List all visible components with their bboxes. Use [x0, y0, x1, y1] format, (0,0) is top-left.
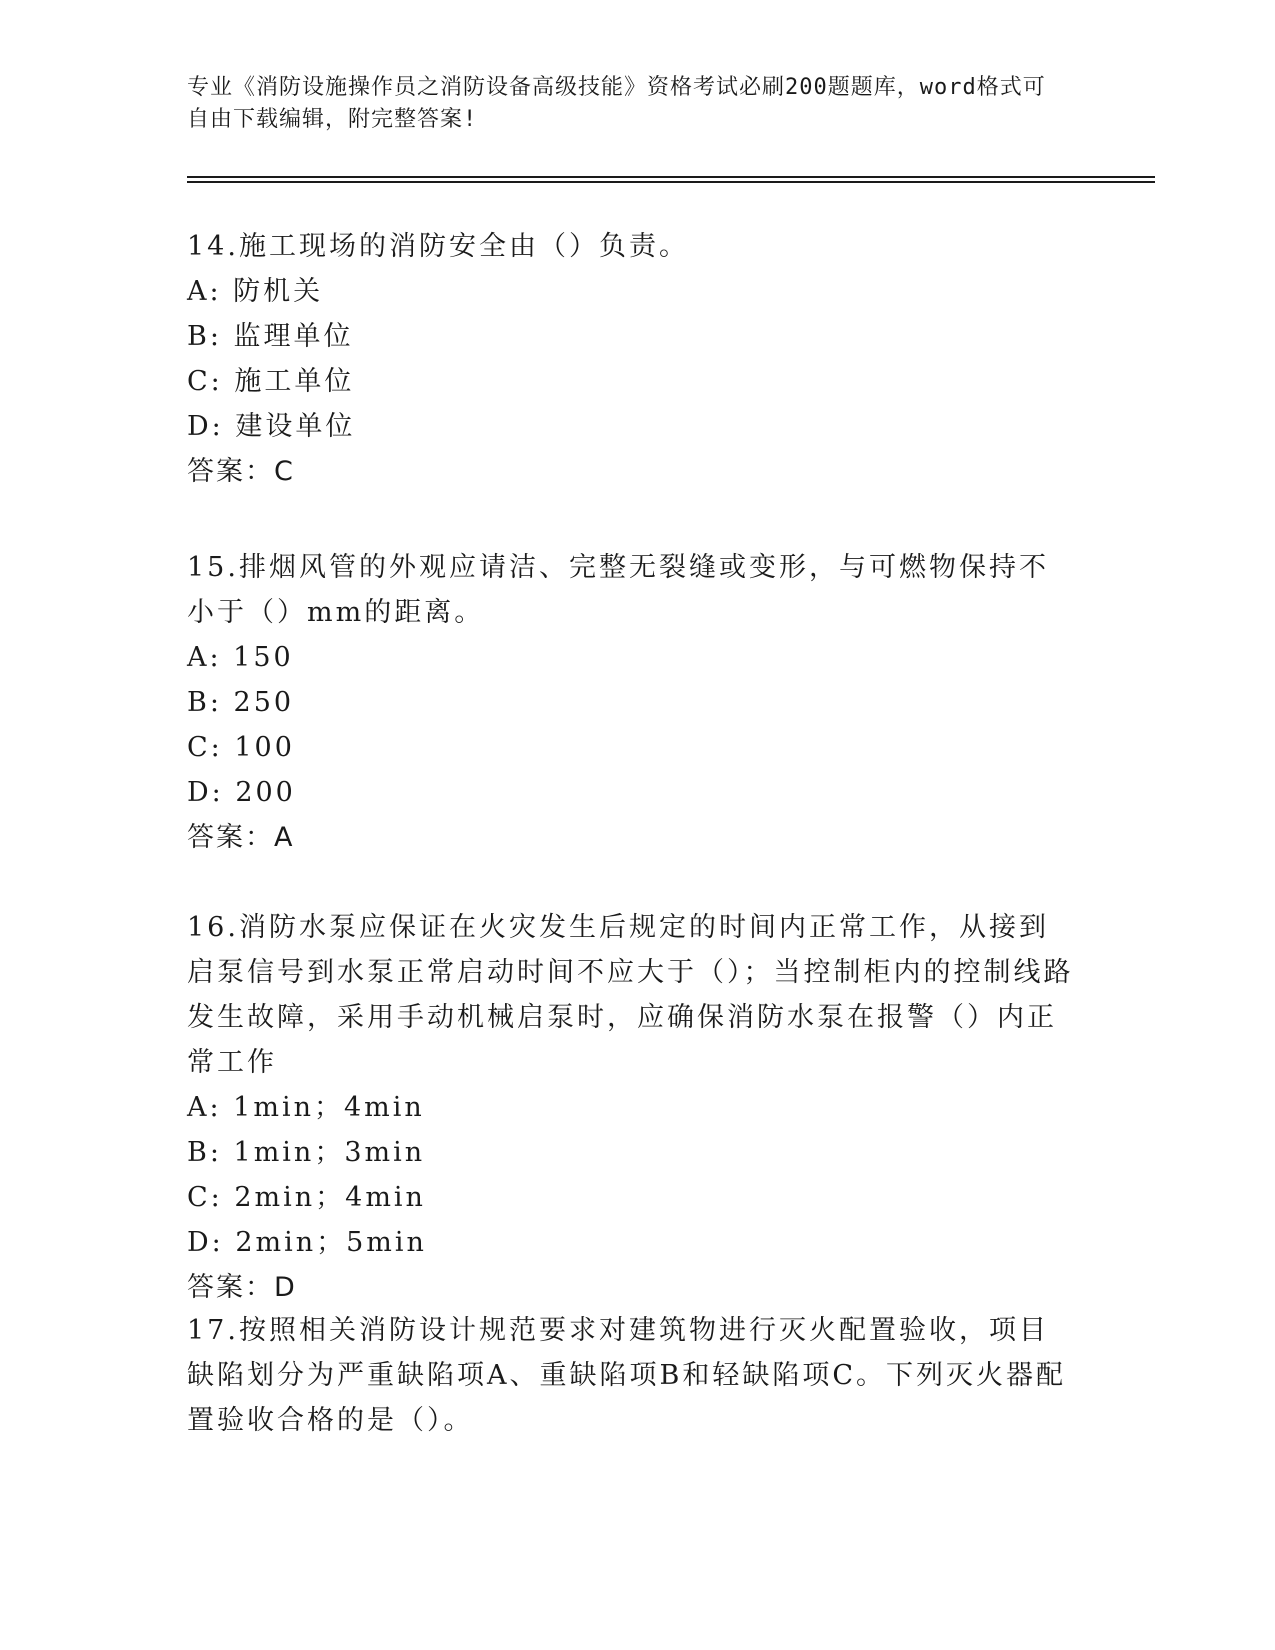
question-16 [187, 905, 1077, 1310]
option-b: B: 250 [187, 687, 295, 718]
option-c: C: 100 [187, 732, 295, 763]
option-a: A: 防机关 [187, 276, 324, 307]
option-b: B: 监理单位 [187, 321, 354, 352]
document-header: 专业《消防设施操作员之消防设备高级技能》资格考试必刷200题题库，word格式可自由下载编辑，附完整答案! [187, 75, 1046, 132]
option-c: C: 2min；4min [187, 1182, 426, 1213]
question-stem: 16.消防水泵应保证在火灾发生后规定的时间内正常工作，从接到启泵信号到水泵正常启动时间不应大于（）；当控制柜内的控制线路发生故障，采用手动机械启泵时，应确保消防水泵在报警（）内正常工作 [187, 912, 1074, 1078]
option-b: B: 1min；3min [187, 1137, 426, 1168]
question-17 [187, 1308, 1077, 1443]
answer: 答案：C [187, 456, 295, 487]
question-stem: 17.按照相关消防设计规范要求对建筑物进行灭火配置验收，项目缺陷划分为严重缺陷项A、重缺陷项B和轻缺陷项C。下列灭火器配置验收合格的是（）。 [187, 1315, 1066, 1436]
option-d: D: 2min；5min [187, 1227, 427, 1258]
question-15 [187, 545, 1077, 860]
answer: 答案：A [187, 822, 295, 853]
question-14 [187, 224, 1077, 494]
question-stem: 14.施工现场的消防安全由（）负责。 [187, 231, 689, 262]
option-c: C: 施工单位 [187, 366, 355, 397]
question-stem: 15.排烟风管的外观应请洁、完整无裂缝或变形，与可燃物保持不小于（）mm的距离。 [187, 552, 1049, 628]
answer: 答案：D [187, 1272, 297, 1303]
option-a: A: 1min；4min [187, 1092, 425, 1123]
option-d: D: 建设单位 [187, 411, 356, 442]
option-d: D: 200 [187, 777, 296, 808]
option-a: A: 150 [187, 642, 294, 673]
header-divider-bottom [187, 181, 1155, 183]
header-divider-top [187, 176, 1155, 178]
